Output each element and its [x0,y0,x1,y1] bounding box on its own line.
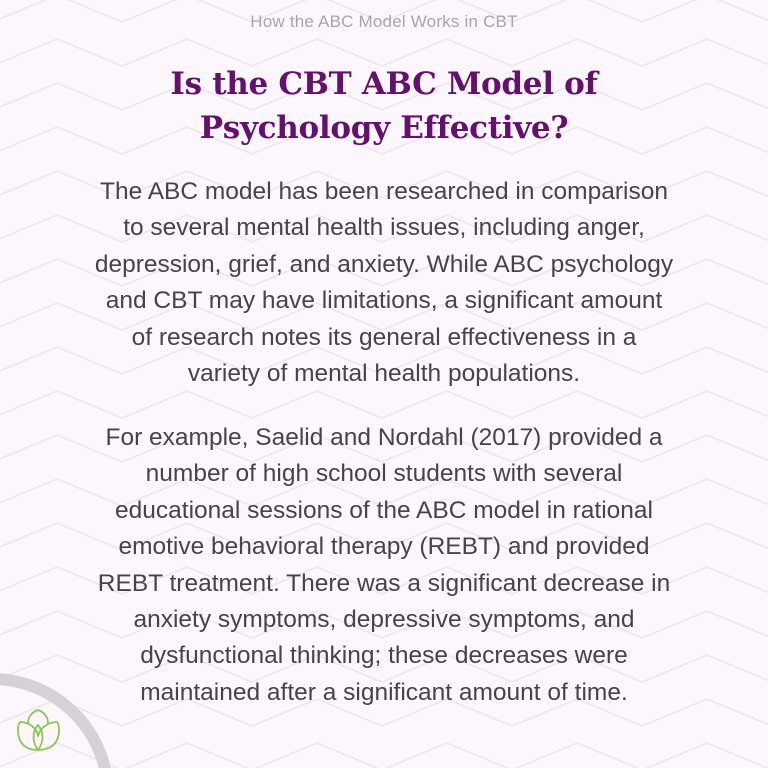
title-line: Is the CBT ABC Model of [170,66,598,102]
text-line: variety of mental health populations. [187,360,581,388]
title-line: Psychology Effective? [199,110,569,146]
section-kicker: How the ABC Model Works in CBT [250,12,518,31]
text-line: anxiety symptoms, depressive symptoms, and [133,606,635,634]
text-line: number of high school students with several [145,460,623,488]
text-line: For example, Saelid and Nordahl (2017) provided a [105,424,663,451]
text-line: REBT treatment. There was a significant decrease in [97,569,671,597]
text-line: emotive behavioral therapy (REBT) and provided [118,533,650,561]
page-title [0,62,768,150]
text-line: The ABC model has been researched in comparison [100,178,668,205]
text-line: dysfunctional thinking; these decreases were [140,642,628,670]
paragraph-example [40,420,728,711]
text-line: to several mental health issues, including anger, [123,214,645,242]
text-line: maintained after a significant amount of time. [140,678,628,706]
paragraph-research [40,174,728,392]
text-line: and CBT may have limitations, a significant amount [105,287,663,315]
text-line: depression, grief, and anxiety. While ABC psychology [94,250,674,278]
text-line: of research notes its general effectiveness in a [131,323,637,351]
text-line: educational sessions of the ABC model in rational [115,496,653,524]
